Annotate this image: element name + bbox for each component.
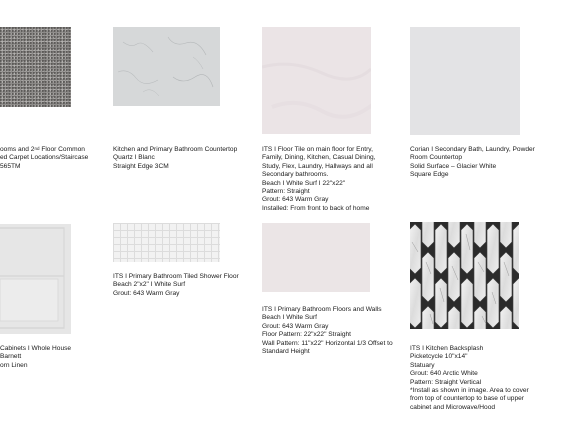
caption-line: Solid Surface – Glacier White: [410, 162, 497, 170]
caption-line: 565TM: [0, 162, 21, 170]
caption-line: Installed: From front to back of home: [262, 204, 370, 212]
caption-line: Grout: 643 Warm Gray: [262, 196, 329, 204]
caption-line: Grout: 643 Warm Gray: [113, 289, 180, 297]
corian-caption: [410, 146, 550, 180]
caption-line: ITS I Primary Bathroom Tiled Shower Floor: [113, 273, 239, 280]
bath-floor-caption: [262, 306, 402, 356]
caption-line: Family, Dining, Kitchen, Casual Dining,: [262, 154, 376, 162]
caption-line: cabinet and Microwave/Hood: [410, 403, 496, 411]
caption-line: ITS I Primary Bathroom Floors and Walls: [262, 306, 382, 313]
backsplash-caption: [410, 345, 550, 412]
caption-line: ed Carpet Locations/Staircase: [0, 154, 89, 162]
caption-line: orn Linen: [0, 361, 28, 369]
floor-tile-swatch: [262, 27, 371, 134]
caption-line: from top of countertop to base of upper: [410, 395, 524, 403]
caption-line: Kitchen and Primary Bathroom Countertop: [113, 146, 238, 153]
caption-line: Secondary bathrooms.: [262, 171, 329, 179]
quartz-veining: [113, 27, 220, 106]
tile-texture: [262, 27, 371, 134]
caption-line: Quartz I Blanc: [113, 154, 155, 162]
caption-line: Beach 2"x2" I White Surf: [113, 281, 186, 289]
caption-line: Grout: 643 Warm Gray: [262, 322, 329, 330]
caption-line: Beach I White Surf: [262, 314, 317, 322]
caption-line: Floor Pattern: 22"x22" Straight: [262, 331, 351, 339]
caption-line: Corian I Secondary Bath, Laundry, Powder: [410, 146, 535, 153]
caption-line: ooms and 2nd Floor Common: [0, 146, 85, 153]
caption-line: Straight Edge 3CM: [113, 162, 169, 170]
bath-floor-swatch: [262, 223, 370, 292]
caption-line: Picketcycle 10"x14": [410, 353, 468, 361]
caption-line: Square Edge: [410, 171, 449, 179]
caption-line: Cabinets I Whole House: [0, 345, 72, 352]
mosaic-swatch: [113, 223, 220, 262]
caption-line: Grout: 640 Arctic White: [410, 370, 478, 378]
caption-line: *Install as shown in image. Area to cover: [410, 387, 529, 395]
caption-line: Barnett: [0, 353, 22, 361]
carpet-swatch: [0, 27, 71, 107]
backsplash-swatch: [410, 222, 519, 329]
cabinet-door: [0, 224, 71, 334]
caption-line: Study, Flex, Laundry, Hallways and all: [262, 162, 373, 170]
caption-line: Statuary: [410, 361, 435, 369]
cabinet-swatch: [0, 224, 71, 334]
caption-line: Room Countertop: [410, 154, 463, 162]
mosaic-caption: [113, 273, 253, 298]
picket-tiles: [410, 222, 519, 329]
caption-line: Wall Pattern: 11"x22" Horizontal 1/3 Offset to: [262, 339, 393, 347]
corian-swatch: [410, 27, 520, 135]
floor-tile-caption: [262, 146, 402, 213]
caption-line: Beach I White Surf I 22"x22": [262, 179, 346, 187]
quartz-swatch: [113, 27, 220, 106]
cabinet-caption: [0, 345, 140, 370]
caption-line: Pattern: Straight: [262, 188, 310, 196]
caption-line: Pattern: Straight Vertical: [410, 378, 482, 386]
caption-line: ITS I Floor Tile on main floor for Entry,: [262, 146, 373, 153]
caption-line: Standard Height: [262, 348, 310, 356]
caption-line: ITS I Kitchen Backsplash: [410, 345, 484, 352]
quartz-caption: [113, 146, 253, 171]
